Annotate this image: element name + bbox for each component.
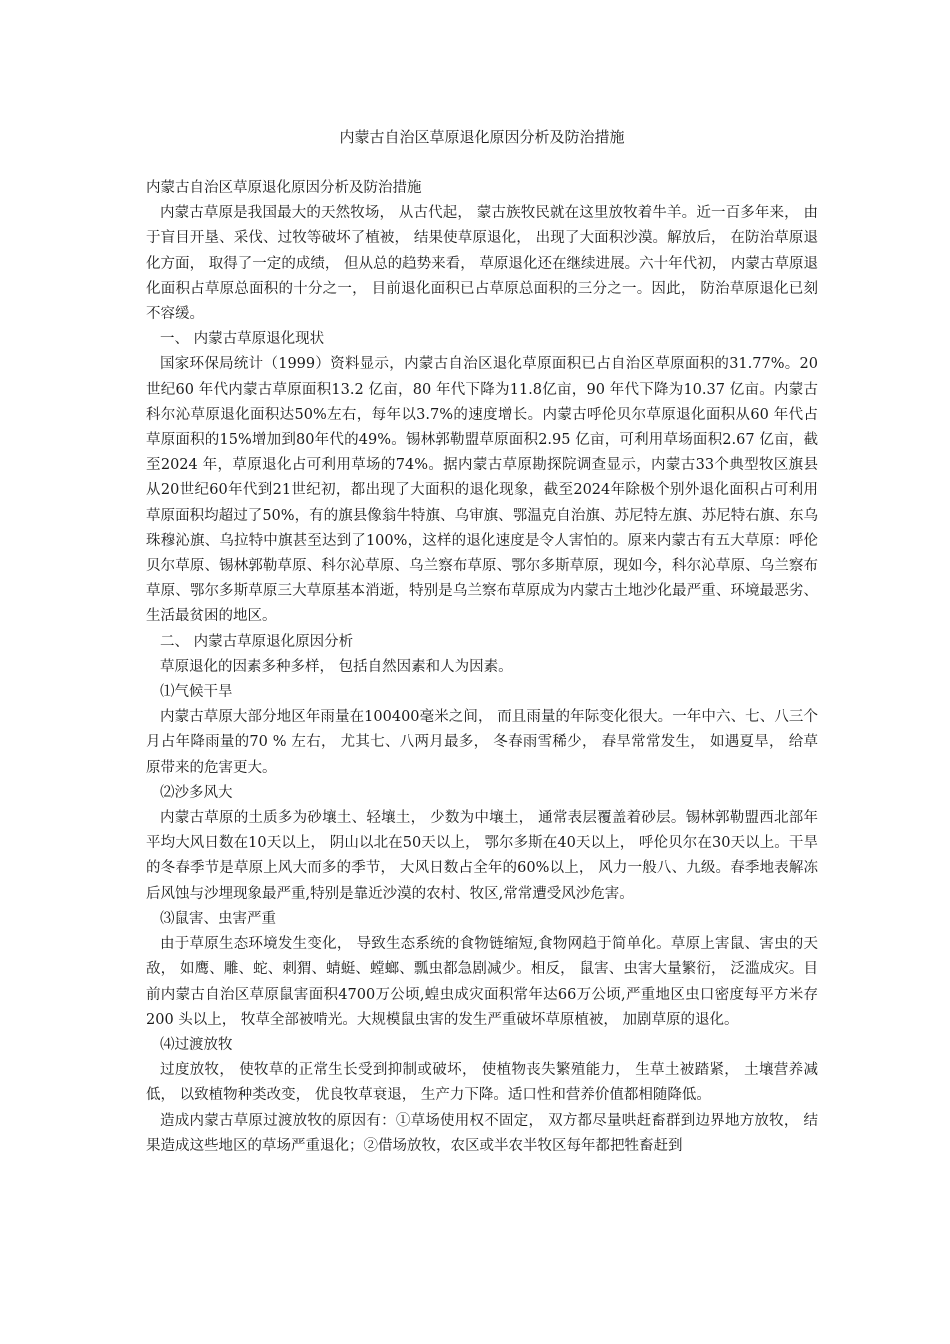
document-title: 内蒙古自治区草原退化原因分析及防治措施 [339, 128, 625, 146]
paragraph: 内蒙古草原大部分地区年雨量在100400毫米之间， 而且雨量的年际变化很大。一年中六、七、八三个月占年降雨量的70 % 左右， 尤其七、八两月最多， 冬春雨雪稀少， 春旱常常发生， 如遇夏旱， 给草原带来的危害更大。 [146, 709, 818, 776]
paragraph: 内蒙古草原是我国最大的天然牧场， 从古代起， 蒙古族牧民就在这里放牧着牛羊。近一百多年来， 由于盲目开垦、采伐、过牧等破坏了植被， 结果使草原退化， 出现了大面积沙漠。解放后， 在防治草原退化方面， 取得了一定的成绩， 但从总的趋势来看， 草原退化还在继续进展。六十年代初， 内蒙古草原退化面积占草原总面积的十分之一， 目前退化面积已占草原总面积的三分之一。因此， 防治草原退化已刻不容缓。 [146, 205, 818, 323]
paragraph: 由于草原生态环境发生变化， 导致生态系统的食物链缩短,食物网趋于简单化。草原上害鼠、害虫的天敌， 如鹰、雕、蛇、刺猬、蜻蜓、螳螂、瓢虫都急剧减少。相反， 鼠害、虫害大量繁衍， 泛滥成灾。目前内蒙古自治区草原鼠害面积4700万公顷,蝗虫成灾面积常年达66万公顷,严重地区虫口密度每平方米存200 头以上， 牧草全部被啃光。大规模鼠虫害的发生严重破坏草原植被， 加剧草原的退化。 [146, 936, 818, 1028]
paragraph: 造成内蒙古草原过渡放牧的原因有：①草场使用权不固定， 双方都尽量哄赶畜群到边界地方放牧， 结果造成这些地区的草场严重退化；②借场放牧，农区或半农半牧区每年都把牲畜赶到 [146, 1112, 818, 1154]
paragraph: ⑷过渡放牧 [160, 1036, 233, 1053]
paragraph: ⑶鼠害、虫害严重 [160, 910, 276, 927]
paragraph: 过度放牧， 使牧草的正常生长受到抑制或破坏， 使植物丧失繁殖能力， 生草土被踏紧， 土壤营养减低， 以致植物种类改变， 优良牧草衰退， 生产力下降。适口性和营养价值都相随降低。 [146, 1062, 818, 1104]
paragraph: ⑵沙多风大 [160, 784, 233, 801]
paragraph: 国家环保局统计（1999）资料显示，内蒙古自治区退化草原面积已占自治区草原面积的31.77%。20 世纪60 年代内蒙古草原面积13.2 亿亩，80 年代下降为11.8亿亩，90 年代下降为10.37 亿亩。内蒙古科尔沁草原退化面积达50%左右，每年以3.7%的速度增长。内蒙古呼伦贝尔草原退化面积从60 年代占草原面积的15%增加到80年代的49%。锡林郭勒盟草原面积2.95 亿亩，可利用草场面积2.67 亿亩，截至2024 年，草原退化占可利用草场的74%。据内蒙古草原勘探院调查显示，内蒙古33个典型牧区旗县从20世纪60年代到21世纪初，都出现了大面积的退化现象，截至2024年除极个别外退化面积占可利用草原面积均超过了50%，有的旗县像翁牛特旗、乌审旗、鄂温克自治旗、苏尼特左旗、苏尼特右旗、东乌珠穆沁旗、乌拉特中旗甚至达到了100%，这样的退化速度是令人害怕的。原来内蒙古有五大草原：呼伦贝尔草原、锡林郭勒草原、科尔沁草原、乌兰察布草原、鄂尔多斯草原，现如今，科尔沁草原、乌兰察布草原、鄂尔多斯草原三大草原基本消逝，特别是乌兰察布草原成为内蒙古土地沙化最严重、环境最恶劣、生活最贫困的地区。 [146, 356, 818, 625]
paragraph: 内蒙古草原的土质多为砂壤土、轻壤土， 少数为中壤土， 通常表层覆盖着砂层。锡林郭勒盟西北部年平均大风日数在10天以上， 阴山以北在50天以上， 鄂尔多斯在40天以上， 呼伦贝尔在30天以上。干旱的冬春季节是草原上风大而多的季节， 大风日数占全年的60%以上， 风力一般八、九级。春季地表解冻后风蚀与沙埋现象最严重,特别是靠近沙漠的农村、牧区,常常遭受风沙危害。 [146, 810, 818, 902]
paragraph: ⑴气候干旱 [160, 684, 233, 701]
document-body [146, 176, 818, 1159]
paragraph: 一、 内蒙古草原退化现状 [160, 331, 325, 348]
paragraph: 草原退化的因素多种多样， 包括自然因素和人为因素。 [160, 658, 513, 675]
paragraph: 二、 内蒙古草原退化原因分析 [160, 633, 354, 650]
paragraph: 内蒙古自治区草原退化原因分析及防治措施 [146, 180, 422, 196]
